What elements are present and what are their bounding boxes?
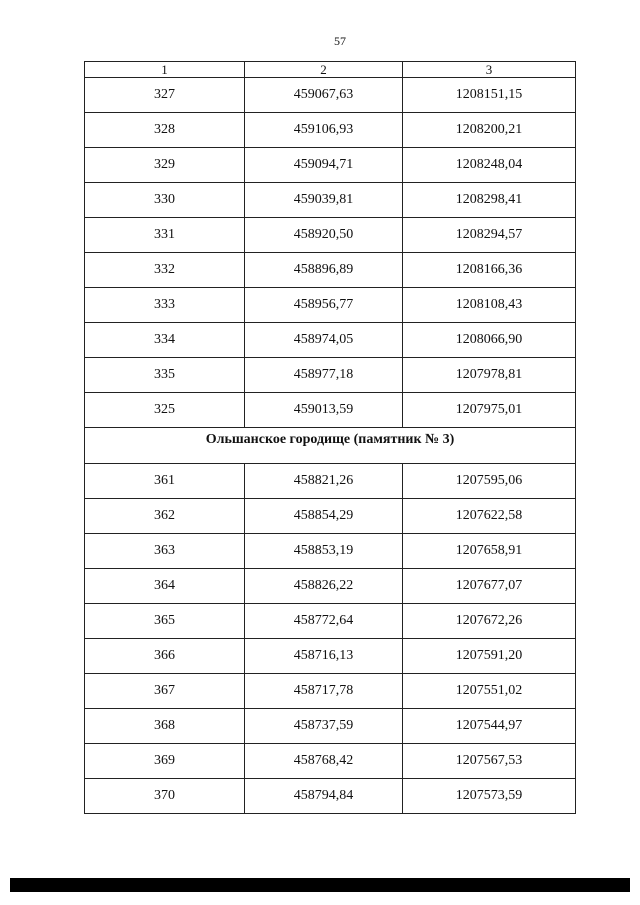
table-row [85, 639, 576, 674]
point-number-cell: 333 [85, 288, 245, 323]
x-coordinate-cell: 458956,77 [245, 288, 403, 323]
y-coordinate-cell: 1207551,02 [403, 674, 576, 709]
point-number-cell: 327 [85, 78, 245, 113]
table-row [85, 499, 576, 534]
point-number-cell: 365 [85, 604, 245, 639]
x-coordinate-cell: 458896,89 [245, 253, 403, 288]
point-number-cell: 325 [85, 393, 245, 428]
table-row [85, 358, 576, 393]
x-coordinate-cell: 459039,81 [245, 183, 403, 218]
y-coordinate-cell: 1207544,97 [403, 709, 576, 744]
y-coordinate-cell: 1208151,15 [403, 78, 576, 113]
x-coordinate-cell: 458768,42 [245, 744, 403, 779]
point-number-cell: 330 [85, 183, 245, 218]
table-row [85, 183, 576, 218]
y-coordinate-cell: 1207595,06 [403, 464, 576, 499]
point-number-cell: 367 [85, 674, 245, 709]
y-coordinate-cell: 1207975,01 [403, 393, 576, 428]
section-title: Ольшанское городище (памятник № 3) [85, 428, 576, 464]
x-coordinate-cell: 458716,13 [245, 639, 403, 674]
table-row [85, 218, 576, 253]
x-coordinate-cell: 458794,84 [245, 779, 403, 814]
x-coordinate-cell: 458717,78 [245, 674, 403, 709]
point-number-cell: 370 [85, 779, 245, 814]
y-coordinate-cell: 1208166,36 [403, 253, 576, 288]
table-row [85, 323, 576, 358]
point-number-cell: 361 [85, 464, 245, 499]
table-row [85, 148, 576, 183]
y-coordinate-cell: 1207622,58 [403, 499, 576, 534]
table-header-row [85, 62, 576, 78]
x-coordinate-cell: 458821,26 [245, 464, 403, 499]
y-coordinate-cell: 1207567,53 [403, 744, 576, 779]
point-number-cell: 366 [85, 639, 245, 674]
table-row [85, 674, 576, 709]
table-row [85, 288, 576, 323]
y-coordinate-cell: 1207573,59 [403, 779, 576, 814]
point-number-cell: 364 [85, 569, 245, 604]
table-row [85, 709, 576, 744]
point-number-cell: 329 [85, 148, 245, 183]
table-row [85, 604, 576, 639]
y-coordinate-cell: 1208200,21 [403, 113, 576, 148]
y-coordinate-cell: 1207672,26 [403, 604, 576, 639]
column-header: 2 [245, 62, 403, 78]
y-coordinate-cell: 1207677,07 [403, 569, 576, 604]
y-coordinate-cell: 1208066,90 [403, 323, 576, 358]
table-row [85, 393, 576, 428]
page-number: 57 [334, 34, 346, 48]
y-coordinate-cell: 1208294,57 [403, 218, 576, 253]
point-number-cell: 362 [85, 499, 245, 534]
point-number-cell: 334 [85, 323, 245, 358]
point-number-cell: 328 [85, 113, 245, 148]
x-coordinate-cell: 458737,59 [245, 709, 403, 744]
table-row [85, 113, 576, 148]
y-coordinate-cell: 1208298,41 [403, 183, 576, 218]
table-row [85, 78, 576, 113]
x-coordinate-cell: 459013,59 [245, 393, 403, 428]
coordinates-table [84, 61, 576, 814]
table-row [85, 253, 576, 288]
bottom-scan-bar [10, 878, 630, 892]
y-coordinate-cell: 1208248,04 [403, 148, 576, 183]
x-coordinate-cell: 458977,18 [245, 358, 403, 393]
x-coordinate-cell: 458854,29 [245, 499, 403, 534]
x-coordinate-cell: 459106,93 [245, 113, 403, 148]
y-coordinate-cell: 1207978,81 [403, 358, 576, 393]
section-row [85, 428, 576, 464]
table-row [85, 464, 576, 499]
x-coordinate-cell: 458853,19 [245, 534, 403, 569]
x-coordinate-cell: 458920,50 [245, 218, 403, 253]
point-number-cell: 363 [85, 534, 245, 569]
x-coordinate-cell: 458974,05 [245, 323, 403, 358]
y-coordinate-cell: 1207591,20 [403, 639, 576, 674]
y-coordinate-cell: 1208108,43 [403, 288, 576, 323]
point-number-cell: 331 [85, 218, 245, 253]
table-body [85, 78, 576, 814]
point-number-cell: 332 [85, 253, 245, 288]
column-header: 3 [403, 62, 576, 78]
x-coordinate-cell: 459067,63 [245, 78, 403, 113]
point-number-cell: 335 [85, 358, 245, 393]
table-row [85, 569, 576, 604]
x-coordinate-cell: 458826,22 [245, 569, 403, 604]
table-row [85, 779, 576, 814]
column-header: 1 [85, 62, 245, 78]
x-coordinate-cell: 458772,64 [245, 604, 403, 639]
point-number-cell: 368 [85, 709, 245, 744]
x-coordinate-cell: 459094,71 [245, 148, 403, 183]
point-number-cell: 369 [85, 744, 245, 779]
table-row [85, 744, 576, 779]
table-row [85, 534, 576, 569]
y-coordinate-cell: 1207658,91 [403, 534, 576, 569]
